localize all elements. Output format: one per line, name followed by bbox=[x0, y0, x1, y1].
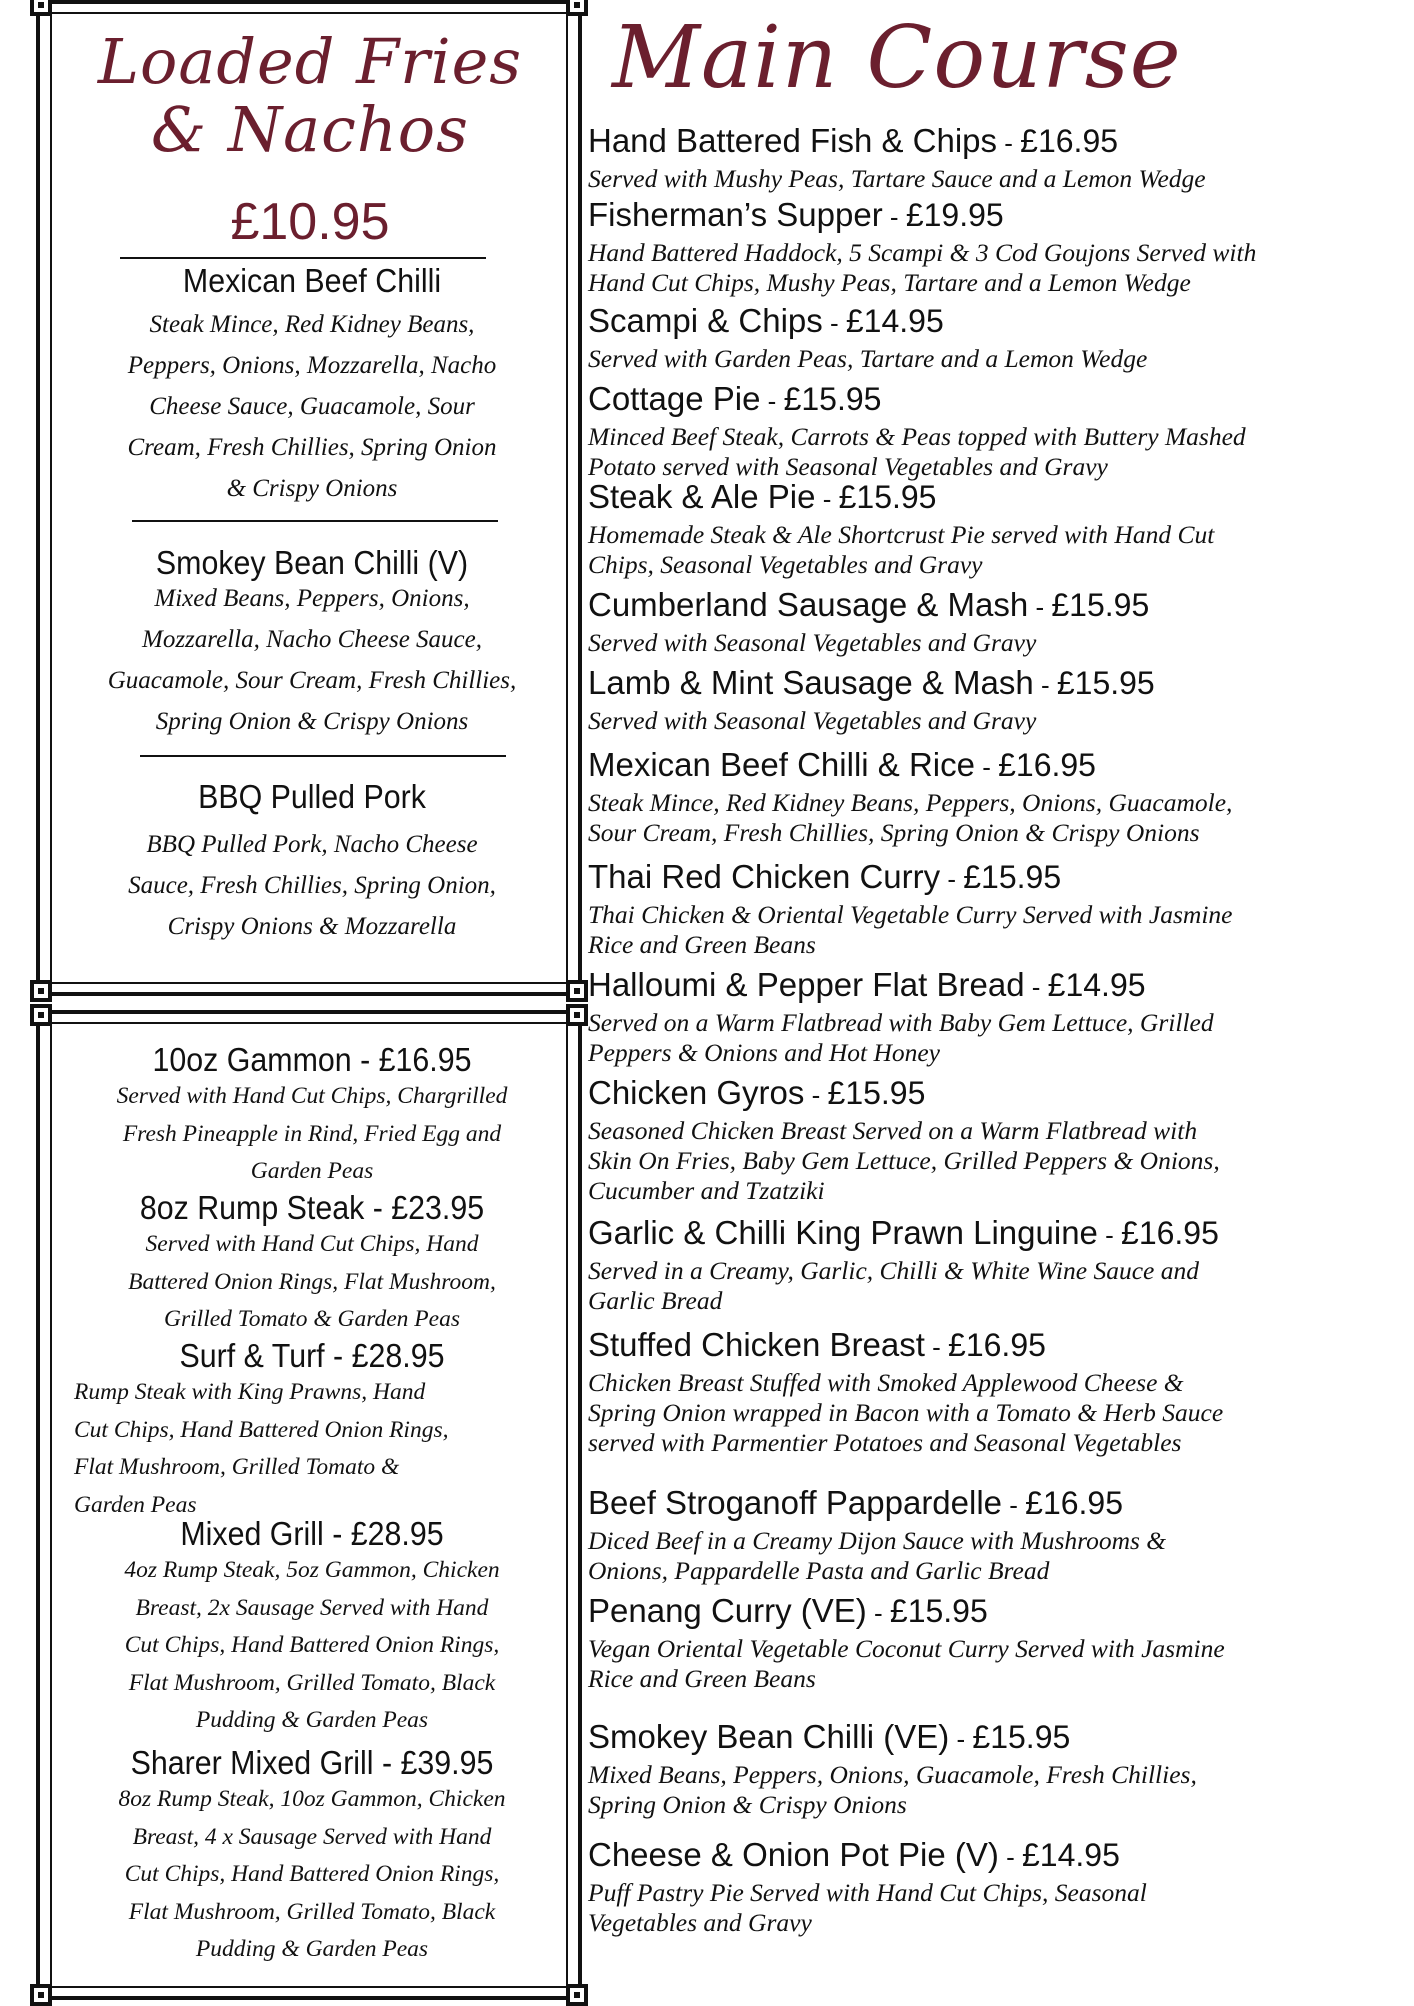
desc-line: & Crispy Onions bbox=[226, 475, 398, 502]
desc-line: Breast, 2x Sausage Served with Hand bbox=[135, 1594, 489, 1621]
main-course-item-desc bbox=[588, 788, 1408, 848]
desc-line: Steak Mince, Red Kidney Beans, bbox=[149, 311, 475, 338]
desc-line: Guacamole, Sour Cream, Fresh Chillies, bbox=[107, 667, 517, 694]
grill-item bbox=[62, 1338, 562, 1524]
main-course-item bbox=[588, 196, 1408, 298]
loaded-item-desc bbox=[62, 578, 562, 742]
corner-ornament-icon bbox=[566, 1004, 588, 1026]
desc-line: Flat Mushroom, Grilled Tomato & bbox=[74, 1454, 400, 1480]
main-course-item bbox=[588, 1718, 1408, 1820]
desc-line: Crispy Onions & Mozzarella bbox=[167, 913, 457, 940]
price-separator: - bbox=[974, 752, 999, 782]
desc-line: Puff Pastry Pie Served with Hand Cut Chips, Seasonal bbox=[588, 1878, 1147, 1907]
desc-line: Cream, Fresh Chillies, Spring Onion bbox=[127, 434, 497, 461]
desc-line: Garden Peas bbox=[250, 1158, 374, 1184]
desc-line: Sour Cream, Fresh Chillies, Spring Onion & Crispy Onions bbox=[588, 818, 1200, 847]
desc-line: Served with Hand Cut Chips, Chargrilled bbox=[116, 1083, 508, 1109]
price-separator: - bbox=[760, 386, 784, 416]
main-course-item bbox=[588, 586, 1408, 658]
main-course-item-desc bbox=[588, 1878, 1408, 1938]
main-course-item-heading bbox=[588, 380, 1408, 420]
desc-line: Served in a Creamy, Garlic, Chilli & White Wine Sauce and bbox=[588, 1256, 1199, 1285]
main-course-item-desc bbox=[588, 628, 1408, 658]
corner-ornament-icon bbox=[566, 1984, 588, 2006]
main-course-item bbox=[588, 858, 1408, 960]
main-course-item-name: Halloumi & Pepper Flat Bread bbox=[588, 966, 1025, 1003]
desc-line: Seasoned Chicken Breast Served on a Warm Flatbread with bbox=[588, 1116, 1198, 1145]
loaded-item bbox=[62, 544, 562, 742]
price-separator: - bbox=[998, 1842, 1022, 1872]
main-course-item-name: Cheese & Onion Pot Pie (V) bbox=[588, 1836, 999, 1873]
desc-line: Served with Seasonal Vegetables and Gravy bbox=[588, 628, 1037, 657]
desc-line: Peppers, Onions, Mozzarella, Nacho bbox=[127, 352, 497, 379]
main-course-item-name: Beef Stroganoff Pappardelle bbox=[588, 1484, 1003, 1521]
grill-item-name: 10oz Gammon - £16.95 bbox=[152, 1041, 472, 1078]
desc-line: Cut Chips, Hand Battered Onion Rings, bbox=[124, 1861, 500, 1887]
main-course-item-desc bbox=[588, 238, 1408, 298]
main-course-item-price: £16.95 bbox=[1121, 1215, 1219, 1251]
price-separator: - bbox=[804, 1080, 828, 1110]
divider bbox=[132, 520, 498, 522]
corner-ornament-icon bbox=[30, 980, 52, 1002]
loaded-item bbox=[62, 262, 562, 509]
desc-line: Served with Hand Cut Chips, Hand bbox=[145, 1231, 479, 1257]
desc-line: Vegan Oriental Vegetable Coconut Curry Served with Jasmine bbox=[588, 1634, 1225, 1663]
main-course-item-heading bbox=[588, 1718, 1408, 1758]
grill-item-name: 8oz Rump Steak - £23.95 bbox=[139, 1189, 485, 1226]
main-course-item-name: Stuffed Chicken Breast bbox=[588, 1326, 925, 1363]
main-course-item-desc bbox=[588, 900, 1408, 960]
main-course-item-name: Penang Curry (VE) bbox=[588, 1592, 867, 1629]
main-course-item-heading bbox=[588, 1214, 1408, 1254]
desc-line: Chicken Breast Stuffed with Smoked Applewood Cheese & bbox=[588, 1368, 1184, 1397]
main-course-item-name: Steak & Ale Pie bbox=[588, 478, 816, 515]
desc-line: Thai Chicken & Oriental Vegetable Curry Served with Jasmine bbox=[588, 900, 1233, 929]
grill-item-name: Sharer Mixed Grill - £39.95 bbox=[130, 1744, 494, 1781]
main-course-item bbox=[588, 1214, 1408, 1316]
main-course-item-price: £19.95 bbox=[905, 197, 1004, 233]
price-separator: - bbox=[1028, 592, 1052, 622]
desc-line: Served with Mushy Peas, Tartare Sauce and a Lemon Wedge bbox=[588, 164, 1206, 193]
grill-item bbox=[62, 1745, 562, 1969]
price-separator: - bbox=[822, 308, 846, 338]
desc-line: Cut Chips, Hand Battered Onion Rings, bbox=[124, 1632, 500, 1658]
loaded-item-name: Smokey Bean Chilli (V) bbox=[155, 544, 469, 581]
grill-item-desc bbox=[62, 1781, 562, 1969]
price-separator: - bbox=[940, 864, 964, 894]
price-separator: - bbox=[924, 1332, 949, 1362]
main-course-title: Main Course bbox=[612, 8, 1182, 108]
desc-line: Steak Mince, Red Kidney Beans, Peppers, Onions, Guacamole, bbox=[588, 788, 1233, 817]
desc-line: BBQ Pulled Pork, Nacho Cheese bbox=[146, 831, 478, 858]
loaded-fries-title-line1: Loaded Fries bbox=[97, 25, 523, 98]
grill-item bbox=[62, 1042, 562, 1191]
main-course-item-price: £15.95 bbox=[838, 479, 937, 515]
corner-ornament-icon bbox=[566, 0, 588, 16]
desc-line: Spring Onion & Crispy Onions bbox=[588, 1790, 907, 1819]
main-course-item-desc bbox=[588, 1256, 1408, 1316]
divider bbox=[120, 257, 486, 259]
desc-line: Served on a Warm Flatbread with Baby Gem Lettuce, Grilled bbox=[588, 1008, 1214, 1037]
desc-line: Flat Mushroom, Grilled Tomato, Black bbox=[128, 1669, 496, 1696]
loaded-fries-title bbox=[60, 25, 560, 166]
grill-item-name: Mixed Grill - £28.95 bbox=[180, 1515, 444, 1552]
main-course-item-name: Mexican Beef Chilli & Rice bbox=[588, 746, 975, 783]
desc-line: Breast, 4 x Sausage Served with Hand bbox=[132, 1823, 492, 1850]
desc-line: Skin On Fries, Baby Gem Lettuce, Grilled Peppers & Onions, bbox=[588, 1146, 1220, 1175]
desc-line: Homemade Steak & Ale Shortcrust Pie served with Hand Cut bbox=[588, 520, 1215, 549]
desc-line: Vegetables and Gravy bbox=[588, 1908, 812, 1937]
grill-item-desc bbox=[62, 1552, 562, 1740]
corner-ornament-icon bbox=[30, 1984, 52, 2006]
main-course-item-price: £15.95 bbox=[1051, 587, 1150, 623]
desc-line: Sauce, Fresh Chillies, Spring Onion, bbox=[128, 872, 496, 899]
main-course-item bbox=[588, 122, 1408, 194]
desc-line: Potato served with Seasonal Vegetables and Gravy bbox=[588, 452, 1108, 481]
main-course-item bbox=[588, 664, 1408, 736]
main-course-item bbox=[588, 1836, 1408, 1938]
main-course-item-price: £16.95 bbox=[1020, 123, 1119, 159]
desc-line: Hand Cut Chips, Mushy Peas, Tartare and a Lemon Wedge bbox=[588, 268, 1191, 297]
main-course-item-name: Cottage Pie bbox=[588, 380, 761, 417]
desc-line: Grilled Tomato & Garden Peas bbox=[164, 1306, 460, 1332]
grill-item-desc bbox=[62, 1226, 562, 1339]
main-course-item-name: Lamb & Mint Sausage & Mash bbox=[588, 664, 1034, 701]
main-course-item-heading bbox=[588, 478, 1408, 518]
desc-line: Onions, Pappardelle Pasta and Garlic Bread bbox=[588, 1556, 1050, 1585]
desc-line: Served with Garden Peas, Tartare and a Lemon Wedge bbox=[588, 344, 1148, 373]
main-course-item bbox=[588, 302, 1408, 374]
desc-line: Chips, Seasonal Vegetables and Gravy bbox=[588, 550, 983, 579]
main-course-item-price: £15.95 bbox=[889, 1593, 988, 1629]
divider bbox=[140, 755, 506, 757]
price-separator: - bbox=[1024, 972, 1048, 1002]
main-course-item-name: Hand Battered Fish & Chips bbox=[588, 122, 998, 159]
main-course-item bbox=[588, 1592, 1408, 1694]
price-separator: - bbox=[949, 1724, 973, 1754]
loaded-item-desc bbox=[62, 824, 562, 947]
main-course-item-heading bbox=[588, 302, 1408, 342]
desc-line: Pudding & Garden Peas bbox=[195, 1707, 429, 1733]
main-course-item-desc bbox=[588, 520, 1408, 580]
main-course-item-desc bbox=[588, 1634, 1408, 1694]
desc-line: Spring Onion wrapped in Bacon with a Tomato & Herb Sauce bbox=[588, 1398, 1224, 1427]
desc-line: Diced Beef in a Creamy Dijon Sauce with Mushrooms & bbox=[588, 1526, 1167, 1555]
main-course-item-heading bbox=[588, 1326, 1408, 1366]
desc-line: Hand Battered Haddock, 5 Scampi & 3 Cod Goujons Served with bbox=[588, 238, 1257, 267]
main-course-item-price: £14.95 bbox=[1021, 1837, 1120, 1873]
desc-line: Garlic Bread bbox=[588, 1286, 723, 1315]
desc-line: Pudding & Garden Peas bbox=[195, 1936, 429, 1962]
main-course-item-heading bbox=[588, 1836, 1408, 1876]
grill-item-name: Surf & Turf - £28.95 bbox=[179, 1337, 445, 1374]
price-separator: - bbox=[1002, 1490, 1026, 1520]
desc-line: Fresh Pineapple in Rind, Fried Egg and bbox=[122, 1120, 502, 1147]
main-course-item-name: Thai Red Chicken Curry bbox=[588, 858, 941, 895]
loaded-fries-price: £10.95 bbox=[230, 193, 390, 251]
main-course-item-price: £16.95 bbox=[948, 1327, 1046, 1363]
main-course-item bbox=[588, 966, 1408, 1068]
main-course-item-heading bbox=[588, 1074, 1408, 1114]
main-course-item bbox=[588, 380, 1408, 482]
loaded-item-name: BBQ Pulled Pork bbox=[198, 778, 426, 815]
price-separator: - bbox=[1097, 1220, 1122, 1250]
main-course-item-heading bbox=[588, 1484, 1408, 1524]
desc-line: Flat Mushroom, Grilled Tomato, Black bbox=[128, 1898, 496, 1925]
desc-line: Cheese Sauce, Guacamole, Sour bbox=[149, 393, 475, 420]
desc-line: Mozzarella, Nacho Cheese Sauce, bbox=[142, 626, 482, 653]
main-course-item-desc bbox=[588, 1008, 1408, 1068]
loaded-item-name: Mexican Beef Chilli bbox=[182, 262, 442, 299]
main-course-item bbox=[588, 1484, 1408, 1586]
main-course-item-name: Fisherman’s Supper bbox=[588, 196, 883, 233]
main-course-item-price: £15.95 bbox=[783, 381, 882, 417]
loaded-item-desc bbox=[62, 304, 562, 509]
main-course-item bbox=[588, 1326, 1408, 1458]
main-course-item-heading bbox=[588, 1592, 1408, 1632]
main-course-item-name: Smokey Bean Chilli (VE) bbox=[588, 1718, 950, 1755]
price-separator: - bbox=[1033, 670, 1057, 700]
price-separator: - bbox=[997, 128, 1021, 158]
price-separator: - bbox=[815, 484, 839, 514]
corner-ornament-icon bbox=[566, 980, 588, 1002]
main-course-item-name: Cumberland Sausage & Mash bbox=[588, 586, 1029, 623]
corner-ornament-icon bbox=[30, 0, 52, 16]
main-course-item-desc bbox=[588, 1116, 1408, 1206]
grill-item bbox=[62, 1516, 562, 1740]
loaded-fries-title-line2: & Nachos bbox=[151, 93, 469, 166]
desc-line: served with Parmentier Potatoes and Seasonal Vegetables bbox=[588, 1428, 1182, 1457]
desc-line: Served with Seasonal Vegetables and Gravy bbox=[588, 706, 1037, 735]
main-course-item-desc bbox=[588, 1760, 1408, 1820]
main-course-item-desc bbox=[588, 164, 1408, 194]
desc-line: Rice and Green Beans bbox=[588, 1664, 816, 1693]
desc-line: Battered Onion Rings, Flat Mushroom, bbox=[128, 1268, 496, 1295]
grill-item-desc bbox=[62, 1078, 562, 1191]
main-course-item-name: Chicken Gyros bbox=[588, 1074, 805, 1111]
main-course-item-heading bbox=[588, 664, 1408, 704]
desc-line: Garden Peas bbox=[74, 1491, 197, 1518]
main-course-item-desc bbox=[588, 706, 1408, 736]
main-course-item-price: £14.95 bbox=[1047, 967, 1146, 1003]
main-course-item bbox=[588, 1074, 1408, 1206]
main-course-item-price: £15.95 bbox=[827, 1075, 926, 1111]
desc-line: Spring Onion & Crispy Onions bbox=[155, 708, 469, 735]
desc-line: Mixed Beans, Peppers, Onions, bbox=[154, 585, 470, 612]
main-course-item-heading bbox=[588, 122, 1408, 162]
main-course-item-heading bbox=[588, 586, 1408, 626]
main-course-item-price: £14.95 bbox=[845, 303, 944, 339]
main-course-item-desc bbox=[588, 344, 1408, 374]
main-course-item-price: £15.95 bbox=[1056, 665, 1155, 701]
desc-line: Rump Steak with King Prawns, Hand bbox=[74, 1379, 426, 1405]
corner-ornament-icon bbox=[30, 1004, 52, 1026]
main-course-item-desc bbox=[588, 422, 1408, 482]
price-separator: - bbox=[882, 202, 906, 232]
main-course-item-name: Garlic & Chilli King Prawn Linguine bbox=[588, 1214, 1098, 1251]
main-course-item-price: £16.95 bbox=[998, 747, 1096, 783]
grill-item bbox=[62, 1190, 562, 1339]
main-course-item-heading bbox=[588, 746, 1408, 786]
desc-line: Mixed Beans, Peppers, Onions, Guacamole, Fresh Chillies, bbox=[588, 1760, 1197, 1789]
main-course-item-price: £16.95 bbox=[1025, 1485, 1124, 1521]
desc-line: Peppers & Onions and Hot Honey bbox=[588, 1038, 940, 1067]
loaded-item bbox=[62, 778, 562, 947]
main-course-item-name: Scampi & Chips bbox=[588, 302, 823, 339]
desc-line: Minced Beef Steak, Carrots & Peas topped with Buttery Mashed bbox=[588, 422, 1246, 451]
main-course-item-desc bbox=[588, 1526, 1408, 1586]
main-course-item bbox=[588, 478, 1408, 580]
main-course-item-price: £15.95 bbox=[972, 1719, 1071, 1755]
desc-line: Cucumber and Tzatziki bbox=[588, 1176, 825, 1205]
main-course-item-heading bbox=[588, 966, 1408, 1006]
desc-line: Rice and Green Beans bbox=[588, 930, 816, 959]
main-course-item-heading bbox=[588, 196, 1408, 236]
main-course-item-price: £15.95 bbox=[963, 859, 1062, 895]
price-separator: - bbox=[866, 1598, 890, 1628]
grill-item-desc bbox=[62, 1374, 562, 1524]
desc-line: 4oz Rump Steak, 5oz Gammon, Chicken bbox=[124, 1557, 500, 1583]
desc-line: Cut Chips, Hand Battered Onion Rings, bbox=[74, 1416, 449, 1443]
desc-line: 8oz Rump Steak, 10oz Gammon, Chicken bbox=[118, 1786, 506, 1812]
main-course-item bbox=[588, 746, 1408, 848]
main-course-item-desc bbox=[588, 1368, 1408, 1458]
main-course-item-heading bbox=[588, 858, 1408, 898]
